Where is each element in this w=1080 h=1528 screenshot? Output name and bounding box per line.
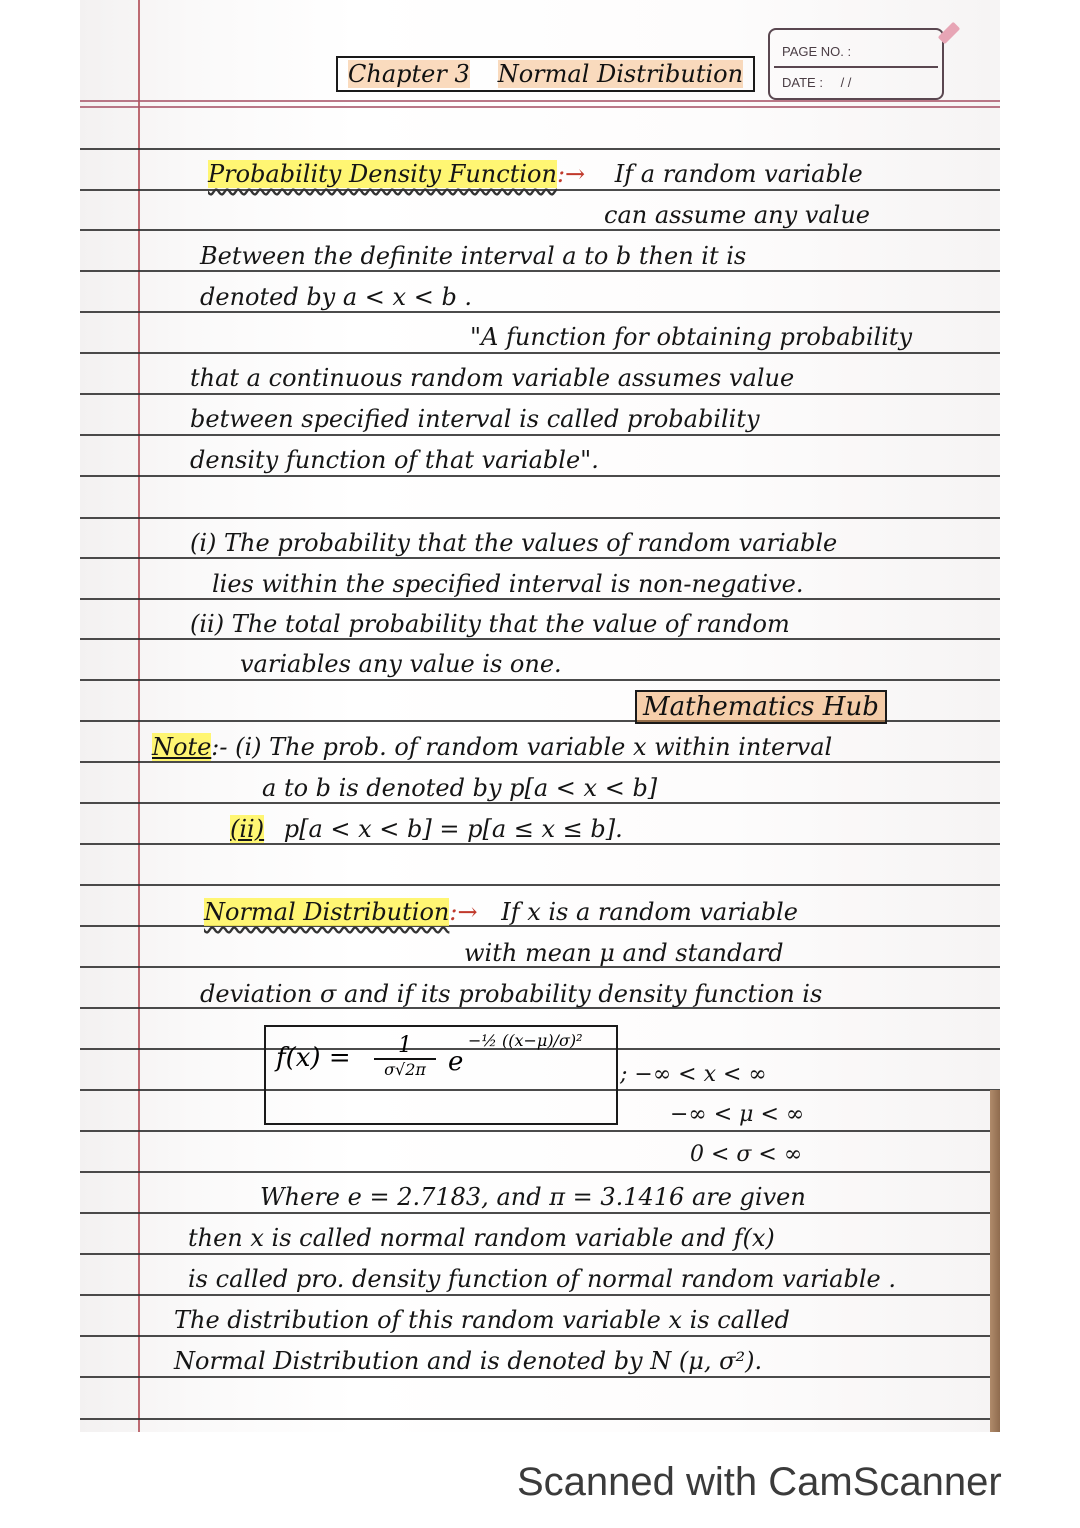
page-number-date-box [768,28,944,100]
property-item: lies within the specified interval is non-negative. [212,570,804,598]
note-item: (i) The prob. of random variable x within interval [235,733,833,761]
ruled-line [80,802,1000,804]
pdf-heading: Probability Density Function [208,160,557,188]
divider [774,66,938,68]
arrow-icon: :→ [449,898,478,926]
formula-fraction [374,1033,436,1079]
closing-line: Normal Distribution and is denoted by N (μ, σ²). [174,1347,763,1375]
ruled-line [80,761,1000,763]
ruled-line [80,843,1000,845]
range-sigma: 0 < σ < ∞ [690,1142,803,1167]
ruled-line [80,270,1000,272]
ruled-line [80,1212,1000,1214]
date-label-text: DATE : [782,75,823,90]
note-item: p[a < x < b] = p[a ≤ x ≤ b]. [283,815,623,843]
ruled-line [80,393,1000,395]
page-no-label: PAGE NO. : [782,44,852,59]
pdf-heading-line [208,160,863,188]
normal-line: deviation σ and if its probability density function is [200,980,823,1008]
normal-heading: Normal Distribution [204,898,450,926]
property-item: (ii) The total probability that the value of random [190,610,790,638]
mathematics-hub-badge: Mathematics Hub [635,690,887,724]
ruled-line [80,1130,1000,1132]
ruled-line [80,598,1000,600]
margin-line [138,0,140,1432]
pencil-icon [938,22,961,45]
pdf-line: If a random variable [614,160,863,188]
note-label: Note [152,733,212,761]
definition-line: that a continuous random variable assumes value [190,364,795,392]
ruled-line [80,1294,1000,1296]
date-value: / / [840,75,852,90]
note-arrow: :- [211,733,228,761]
definition-line: between specified interval is called probability [190,405,760,433]
formula-exponent: −½ ((x−μ)/σ)² [468,1031,583,1050]
pdf-line: Between the definite interval a to b then it is [200,242,747,270]
date-label [782,75,851,90]
note-item: a to b is denoted by p[a < x < b] [262,774,658,802]
chapter-name: Normal Distribution [497,60,744,88]
ruled-line [80,229,1000,231]
property-item: (i) The probability that the values of random variable [190,529,838,557]
ruled-line [80,434,1000,436]
ruled-line [80,557,1000,559]
closing-line: then x is called normal random variable and f(x) [188,1224,775,1252]
ruled-line [80,1253,1000,1255]
header-line [80,106,1000,108]
ruled-line [80,148,1000,150]
normal-pdf-formula [264,1025,618,1125]
range-x: ; −∞ < x < ∞ [620,1062,767,1087]
formula-base: e [448,1047,464,1077]
ruled-line [80,189,1000,191]
ruled-line [80,475,1000,477]
notebook-binding [990,1090,1000,1432]
normal-line: with mean μ and standard [464,939,784,967]
ruled-line [80,679,1000,681]
formula-lhs: f(x) = [276,1043,351,1073]
ruled-line [80,352,1000,354]
closing-line: is called pro. density function of normal random variable . [188,1265,896,1293]
normal-heading-line [204,898,798,926]
ruled-line [80,638,1000,640]
pdf-line: denoted by a < x < b . [200,283,473,311]
chapter-number: Chapter 3 [348,60,470,88]
ruled-line [80,1335,1000,1337]
closing-line: Where e = 2.7183, and π = 3.1416 are given [260,1183,806,1211]
formula-numerator: 1 [374,1033,436,1060]
range-mu: −∞ < μ < ∞ [670,1102,805,1127]
property-item: variables any value is one. [240,650,562,678]
definition-line: density function of that variable". [190,446,599,474]
camscanner-watermark: Scanned with CamScanner [517,1460,1002,1504]
ruled-line [80,1376,1000,1378]
note-item-number: (ii) [230,815,265,843]
normal-line: If x is a random variable [501,898,798,926]
pdf-line: can assume any value [604,201,870,229]
ruled-line [80,1418,1000,1420]
header-line [80,100,1000,102]
arrow-icon: :→ [556,160,586,188]
ruled-line [80,1171,1000,1173]
ruled-line [80,884,1000,886]
notebook-page [80,0,1000,1432]
closing-line: The distribution of this random variable x is called [174,1306,790,1334]
note-line [152,733,832,761]
formula-denominator: σ√2π [384,1060,426,1079]
note-item-2 [230,815,623,843]
chapter-title [336,56,755,92]
ruled-line [80,517,1000,519]
definition-line: "A function for obtaining probability [470,323,913,351]
ruled-line [80,311,1000,313]
